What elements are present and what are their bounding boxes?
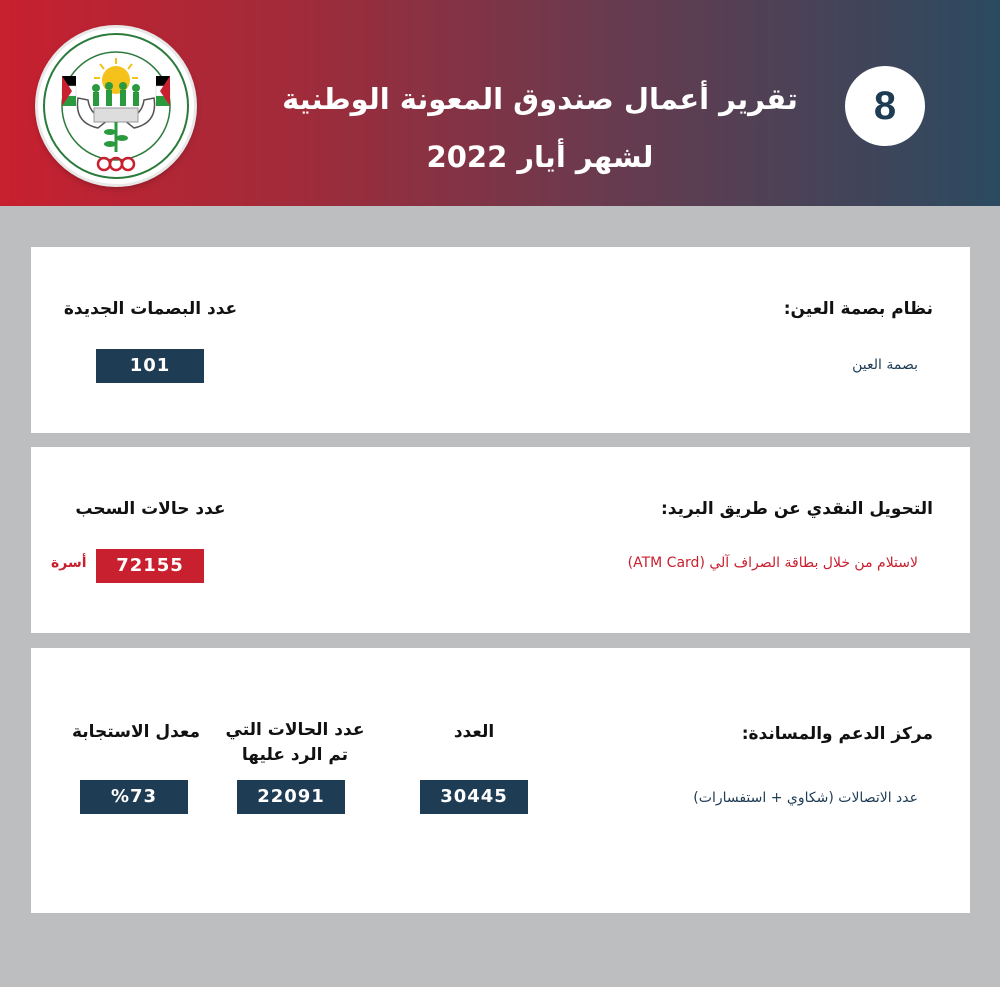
postal-value-box: 72155 xyxy=(96,549,204,583)
postal-column-header: عدد حالات السحب xyxy=(75,499,226,519)
iris-panel xyxy=(31,247,970,433)
support-panel xyxy=(31,648,970,913)
postal-heading: التحويل النقدي عن طريق البريد: xyxy=(660,499,933,519)
iris-heading: نظام بصمة العين: xyxy=(783,299,933,319)
support-row-label: عدد الاتصالات (شكاوي + استفسارات) xyxy=(693,790,918,806)
postal-panel xyxy=(31,447,970,633)
support-answered-box: 22091 xyxy=(237,780,345,814)
iris-value-box: 101 xyxy=(96,349,204,383)
support-answered-header: عدد الحالات التي تم الرد عليها xyxy=(225,720,365,765)
ministry-emblem-icon xyxy=(38,28,194,184)
iris-row-label: بصمة العين xyxy=(852,357,918,373)
support-rate-box: %73 xyxy=(80,780,188,814)
support-count-box: 30445 xyxy=(420,780,528,814)
support-heading: مركز الدعم والمساندة: xyxy=(741,724,933,744)
report-title-line2: لشهر أيار 2022 xyxy=(426,140,654,174)
support-count-header: العدد xyxy=(453,722,495,742)
iris-column-header: عدد البصمات الجديدة xyxy=(63,299,238,319)
support-rate-header: معدل الاستجابة xyxy=(71,722,201,742)
report-title xyxy=(260,70,820,186)
report-title-line1: تقرير أعمال صندوق المعونة الوطنية xyxy=(282,82,798,116)
report-header xyxy=(0,0,1000,206)
ministry-logo xyxy=(38,28,194,184)
page-number-badge: 8 xyxy=(845,66,925,146)
postal-unit-label: أسرة xyxy=(51,555,87,571)
postal-row-label: لاستلام من خلال بطاقة الصراف آلي (ATM Card) xyxy=(627,555,918,571)
